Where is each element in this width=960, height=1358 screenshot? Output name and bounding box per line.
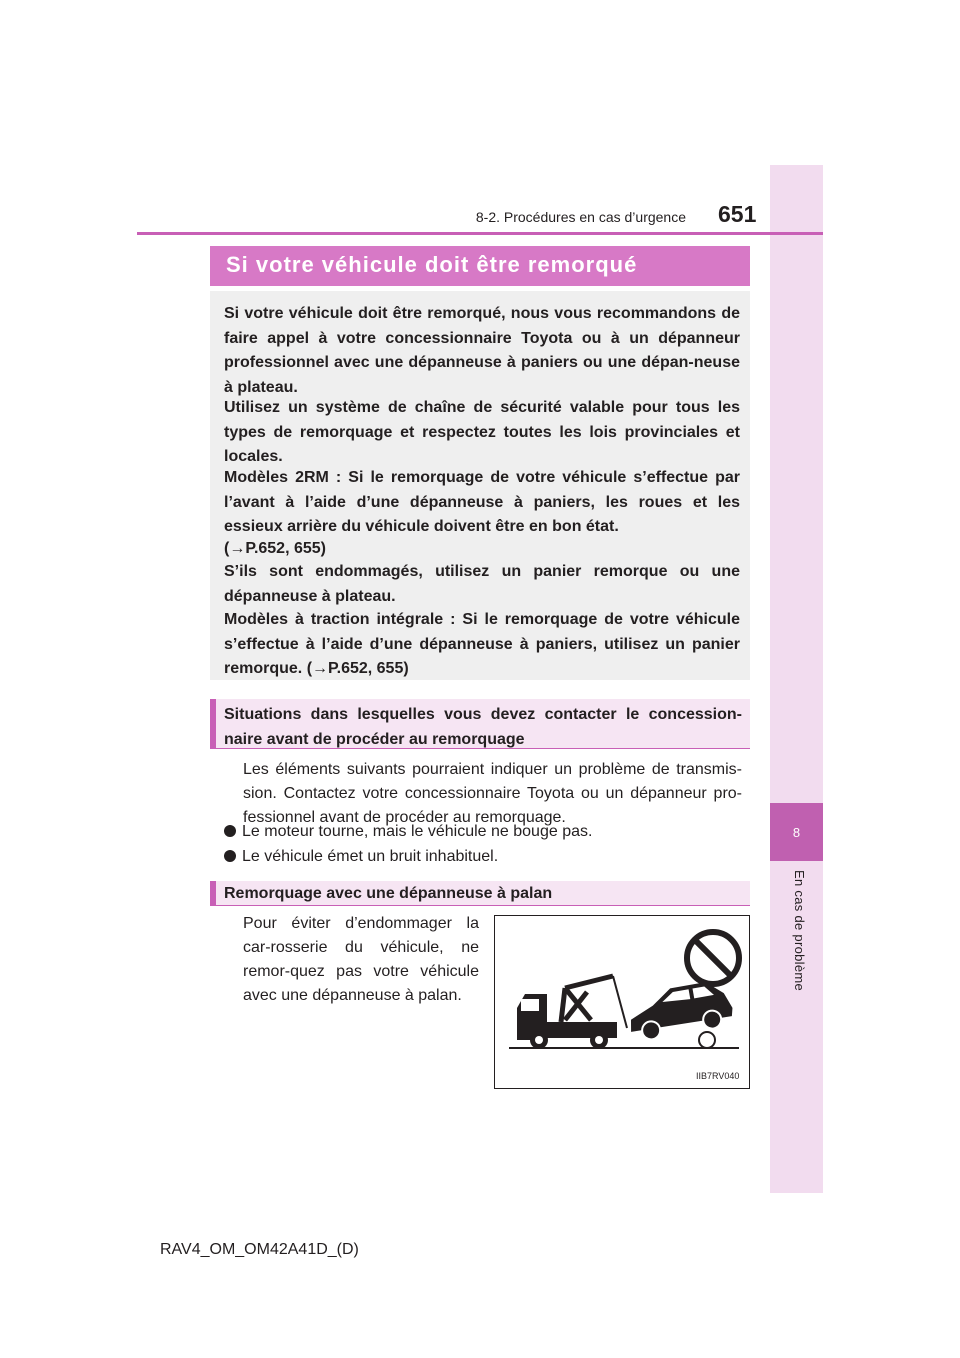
chapter-title-vertical: En cas de problème	[792, 870, 807, 992]
figure-code: IIB7RV040	[696, 1071, 740, 1081]
header-divider	[137, 232, 823, 235]
tow-truck-prohibited-icon	[495, 916, 749, 1088]
page-reference-link[interactable]: (→P.652, 655)	[224, 540, 326, 557]
bullet-icon	[224, 850, 236, 862]
chapter-side-tab	[770, 165, 823, 1193]
summary-paragraph-4: Modèles à traction intégrale : Si le remorquage de votre véhicule s’effectue à l’aide d’une dépanneuse à paniers, utilisez un panier remorque. (→P.652, 655)	[224, 611, 740, 677]
summary-paragraph-2: Utilisez un système de chaîne de sécurité valable pour tous les types de remorquage et respectez toutes les lois provinciales et locales.	[224, 399, 740, 465]
summary-paragraph-3b: S’ils sont endommagés, utilisez un panier remorque ou une dépanneuse à plateau.	[224, 563, 740, 605]
tow-truck-illustration	[494, 915, 750, 1089]
bullet-icon	[224, 825, 236, 837]
palan-heading: Remorquage avec une dépanneuse à palan	[224, 885, 553, 902]
palan-text: Pour éviter d’endommager la car-rosserie du véhicule, ne remor-quez pas votre véhicule avec une dépanneuse à palan.	[243, 915, 479, 1004]
document-code-footer: RAV4_OM_OM42A41D_(D)	[160, 1241, 359, 1258]
list-item: Le moteur tourne, mais le véhicule ne bouge pas.	[224, 820, 592, 844]
summary-paragraph-3: Modèles 2RM : Si le remorquage de votre véhicule s’effectue par l’avant à l’aide d’une dépanneuse à paniers, les roues et les essieux arrière du véhicule doivent être en bon état.	[224, 469, 740, 535]
page-title: Si votre véhicule doit être remorqué	[226, 252, 638, 277]
situations-intro: Les éléments suivants pourraient indiquer un problème de transmis-sion. Contactez votre concessionnaire Toyota ou un dépanneur pro-fessionnel avant de procéder au remorquage.	[243, 761, 742, 826]
summary-paragraph-1: Si votre véhicule doit être remorqué, nous vous recommandons de faire appel à votre concessionnaire Toyota ou à un dépanneur professionnel avec une dépanneuse à paniers ou une dépan-neuse à plateau.	[224, 305, 740, 396]
section-label: 8-2. Procédures en cas d’urgence	[475, 209, 686, 225]
situations-heading: Situations dans lesquelles vous devez contacter le concession-naire avant de procéder au remorquage	[224, 706, 742, 748]
chapter-number-tab[interactable]: 8	[770, 803, 823, 861]
page-number: 651	[718, 201, 757, 227]
list-item: Le véhicule émet un bruit inhabituel.	[224, 845, 498, 869]
